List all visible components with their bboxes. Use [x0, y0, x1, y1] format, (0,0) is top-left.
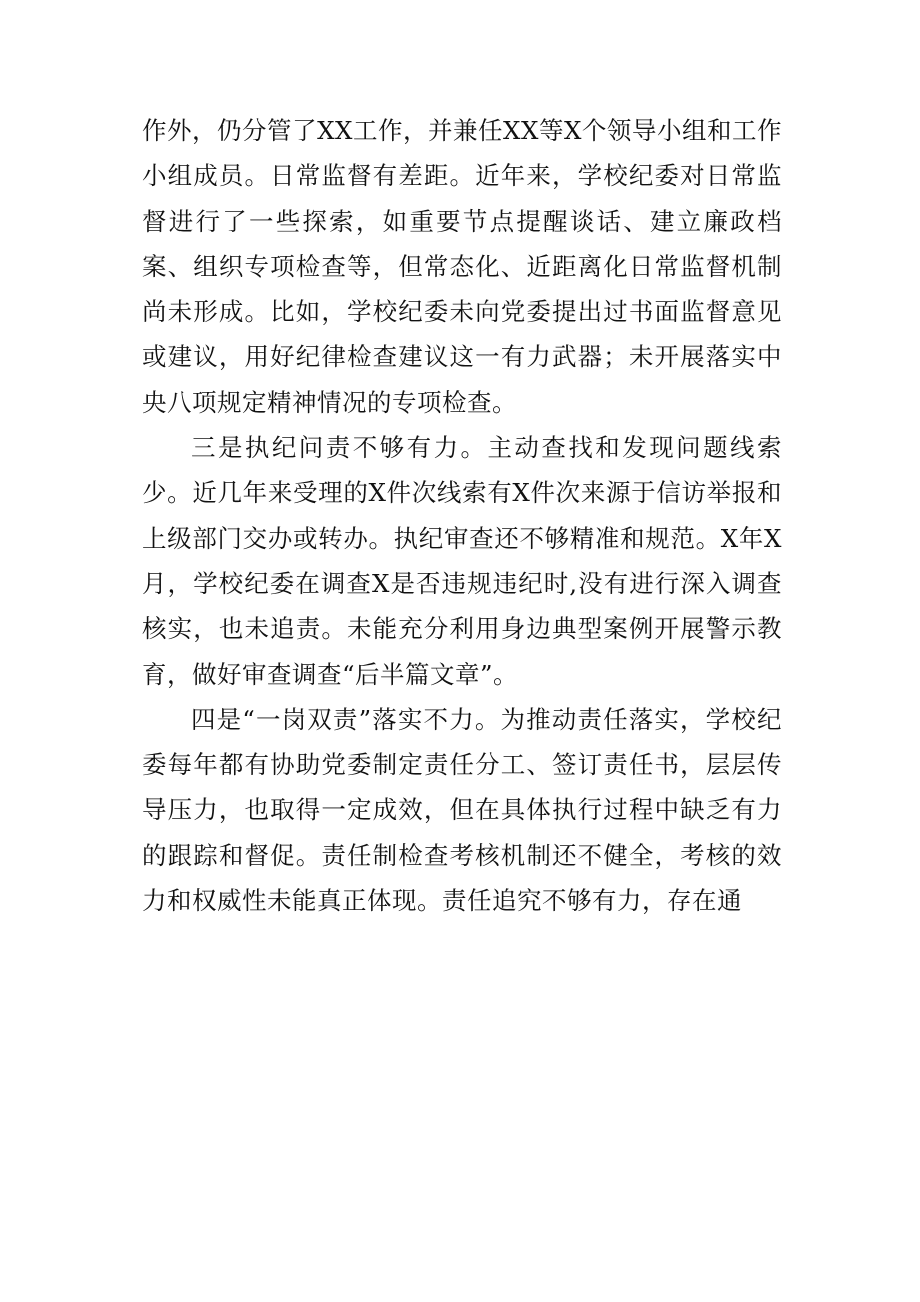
paragraph-dual-responsibility: 四是“一岗双责”落实不力。为推动责任落实，学校纪委每年都有协助党委制定责任分工、签订责任书，层层传导压力，也取得一定成效，但在具体执行过程中缺乏有力的跟踪和督促。责任制检查考核机制还不健全，考核的效力和权威性未能真正体现。责任追究不够有力，存在通 [142, 704, 782, 916]
paragraph-discipline-accountability: 三是执纪问责不够有力。主动查找和发现问题线索少。近几年来受理的X件次线索有X件次来源于信访举报和上级部门交办或转办。执纪审查还不够精准和规范。X年X月，学校纪委在调查X是否违规违纪时,没有进行深入调查核实，也未追责。未能充分利用身边典型案例开展警示教育，做好审查调查“后半篇文章”。 [142, 433, 782, 689]
document-body [142, 108, 782, 923]
paragraph-continuation: 作外，仍分管了XX工作，并兼任XX等X个领导小组和工作小组成员。日常监督有差距。近年来，学校纪委对日常监督进行了一些探索，如重要节点提醒谈话、建立廉政档案、组织专项检查等，但常态化、近距离化日常监督机制尚未形成。比如，学校纪委未向党委提出过书面监督意见或建议，用好纪律检查建议这一有力武器；未开展落实中央八项规定精神情况的专项检查。 [142, 116, 782, 417]
